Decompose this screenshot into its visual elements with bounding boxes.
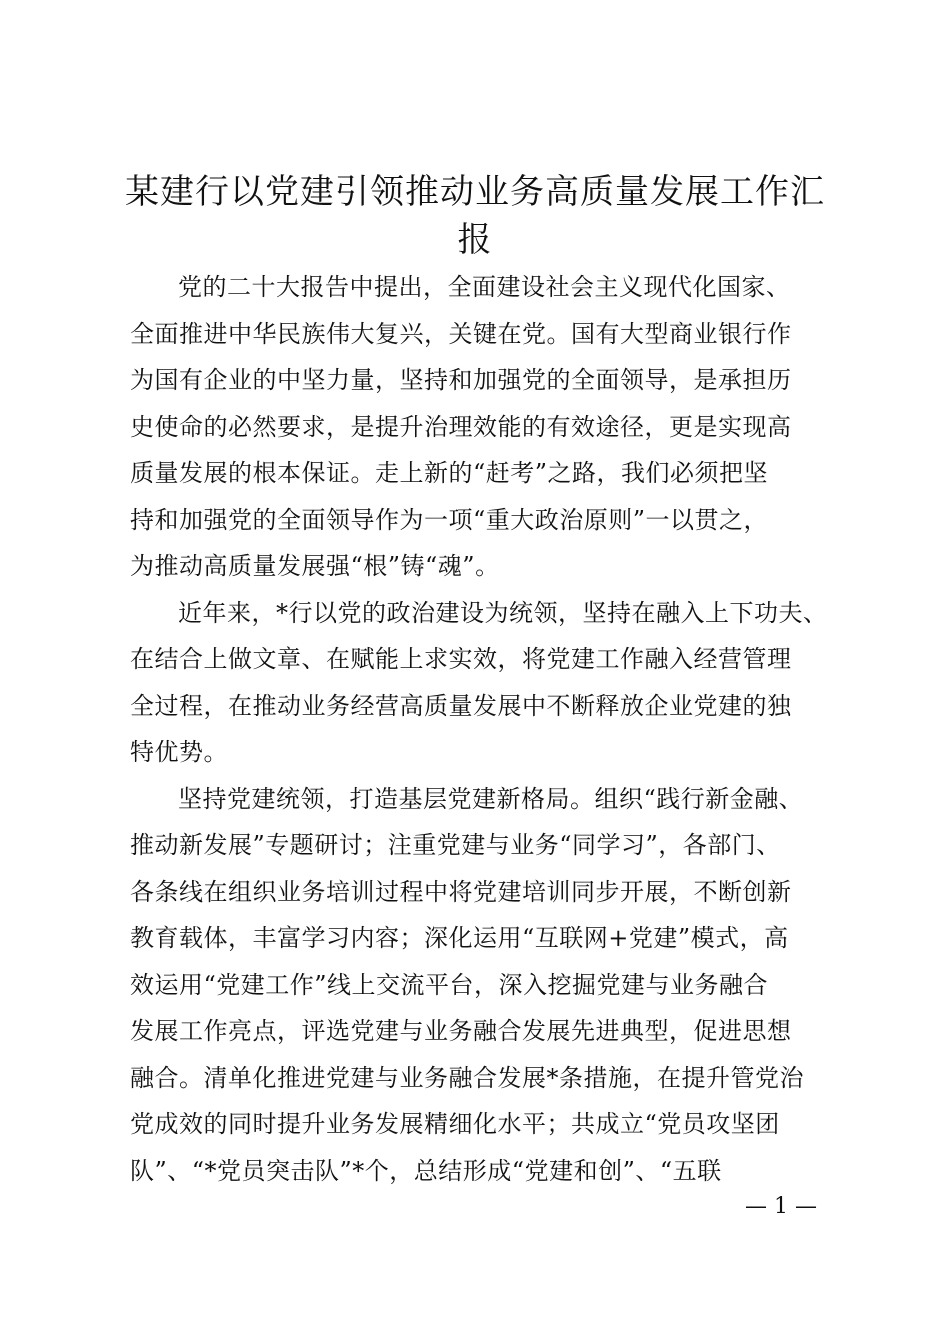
title-line: 报 <box>457 220 493 260</box>
document-body <box>130 264 830 1194</box>
paragraph-line: 为推动高质量发展强“根”铸“魂”。 <box>130 552 500 580</box>
document-title <box>120 168 830 264</box>
paragraph-line: 坚持党建统领，打造基层党建新格局。组织“践行新金融、 <box>178 784 804 813</box>
page-number: — 1 — <box>745 1194 817 1219</box>
paragraph-line: 各条线在组织业务培训过程中将党建培训同步开展，不断创新 <box>130 877 792 906</box>
paragraph-line: 党的二十大报告中提出，全面建设社会主义现代化国家、 <box>178 273 791 301</box>
title-line: 某建行以党建引领推动业务高质量发展工作汇 <box>125 172 825 212</box>
paragraph-line: 融合。清单化推进党建与业务融合发展*条措施，在提升管党治 <box>130 1063 804 1092</box>
paragraph-line: 史使命的必然要求，是提升治理效能的有效途径，更是实现高 <box>130 412 792 441</box>
paragraph-line: 质量发展的根本保证。走上新的“赶考”之路，我们必须把坚 <box>130 459 769 487</box>
paragraph-line: 发展工作亮点，评选党建与业务融合发展先进典型，促进思想 <box>130 1017 792 1045</box>
paragraph-line: 在结合上做文章、在赋能上求实效，将党建工作融入经营管理 <box>130 645 792 673</box>
paragraph-line: 效运用“党建工作”线上交流平台，深入挖掘党建与业务融合 <box>130 970 769 999</box>
paragraph-line: 近年来，*行以党的政治建设为统领，坚持在融入上下功夫、 <box>178 598 828 627</box>
paragraph-line: 特优势。 <box>130 738 228 766</box>
paragraph-line: 党成效的同时提升业务发展精细化水平；共成立“党员攻坚团 <box>130 1110 780 1138</box>
paragraph-line: 教育载体，丰富学习内容；深化运用“互联网+党建”模式，高 <box>130 924 789 952</box>
paragraph-line: 推动新发展”专题研讨；注重党建与业务“同学习”，各部门、 <box>130 831 781 859</box>
paragraph-line: 为国有企业的中坚力量，坚持和加强党的全面领导，是承担历 <box>130 366 792 394</box>
paragraph-line: 全过程，在推动业务经营高质量发展中不断释放企业党建的独 <box>130 691 792 720</box>
paragraph-line: 持和加强党的全面领导作为一项“重大政治原则”一以贯之， <box>130 505 769 534</box>
paragraph-line: 队”、“*党员突击队”*个，总结形成“党建和创”、“五联 <box>130 1156 722 1185</box>
paragraph-line: 全面推进中华民族伟大复兴，关键在党。国有大型商业银行作 <box>130 319 792 348</box>
